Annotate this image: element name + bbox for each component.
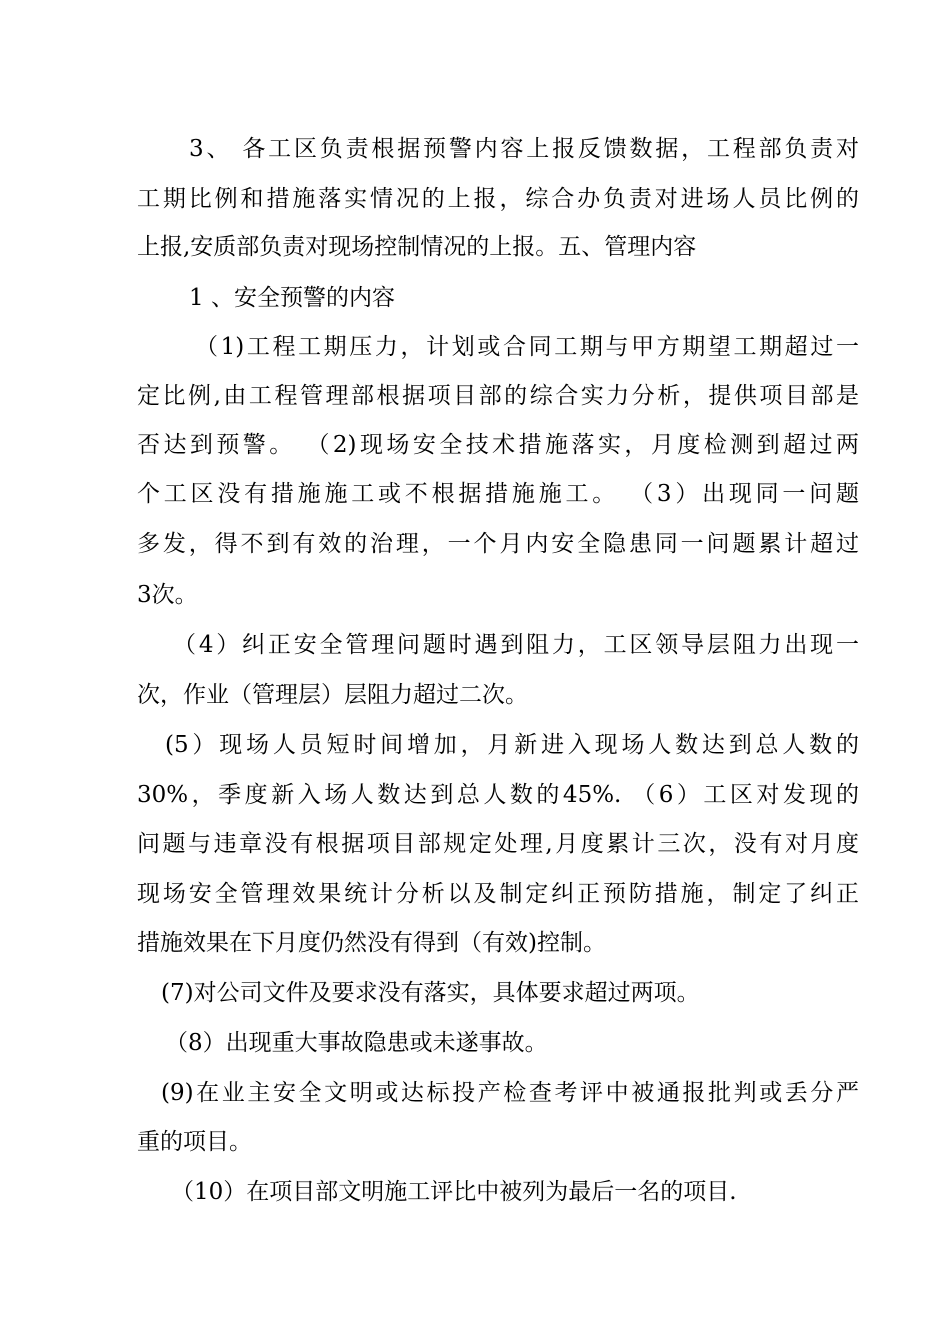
paragraph-line: 上报,安质部负责对现场控制情况的上报。五、管理内容 [137, 234, 697, 260]
paragraph-line: 现场安全管理效果统计分析以及制定纠正预防措施，制定了纠正 [137, 881, 859, 907]
paragraph-line: 30%，季度新入场人数达到总人数的45%. （6）工区对发现的 [137, 782, 859, 808]
paragraph-line: 定比例,由工程管理部根据项目部的综合实力分析，提供项目部是 [137, 383, 859, 409]
paragraph-line: (9)在业主安全文明或达标投产检查考评中被通报批判或丢分严 [161, 1080, 859, 1106]
section-heading: 1 、安全预警的内容 [189, 285, 395, 311]
paragraph-line: (7)对公司文件及要求没有落实，具体要求超过两项。 [161, 980, 700, 1006]
paragraph-line: 多发，得不到有效的治理，一个月内安全隐患同一问题累计超过 [137, 531, 859, 557]
paragraph-line: （1)工程工期压力，计划或合同工期与甲方期望工期超过一 [195, 334, 859, 360]
paragraph-line: （8）出现重大事故隐患或未遂事故。 [165, 1030, 548, 1056]
paragraph-line: 工期比例和措施落实情况的上报，综合办负责对进场人员比例的 [137, 186, 859, 212]
paragraph-line: 次，作业（管理层）层阻力超过二次。 [137, 682, 528, 708]
paragraph-line: 措施效果在下月度仍然没有得到（有效)控制。 [137, 930, 606, 956]
paragraph-line: 个工区没有措施施工或不根据措施施工。 （3）出现同一问题 [137, 481, 859, 507]
paragraph-line: 重的项目。 [137, 1129, 252, 1155]
paragraph-line: 否达到预警。 （2)现场安全技术措施落实，月度检测到超过两 [137, 432, 859, 458]
paragraph-line: 问题与违章没有根据项目部规定处理,月度累计三次，没有对月度 [137, 831, 859, 857]
paragraph-line: （10）在项目部文明施工评比中被列为最后一名的项目. [171, 1179, 737, 1205]
paragraph-line: 3、 各工区负责根据预警内容上报反馈数据，工程部负责对 [189, 136, 859, 162]
paragraph-line: 3次。 [137, 582, 198, 608]
paragraph-line: (5）现场人员短时间增加，月新进入现场人数达到总人数的 [165, 732, 859, 758]
paragraph-line: （4）纠正安全管理问题时遇到阻力，工区领导层阻力出现一 [173, 632, 859, 658]
